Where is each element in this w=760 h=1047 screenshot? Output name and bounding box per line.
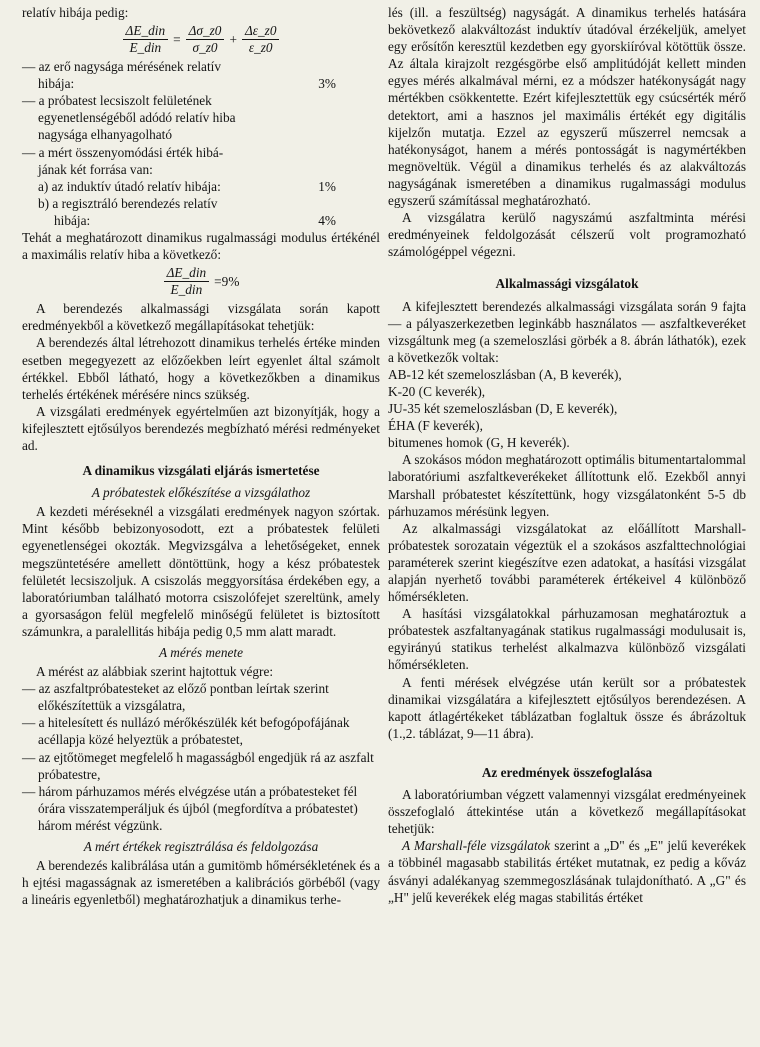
steps-list <box>22 680 380 834</box>
left-column <box>22 4 380 908</box>
paragraph-results: A berendezés alkalmassági vizsgálata során kapott eredményekből a következő megállapításokat tehetjük: <box>22 301 380 334</box>
paragraph-confirm: A vizsgálati eredmények egyértelműen azt bizonyítják, hogy a kifejlesztett ejtősúlyos berendezés megbízható mérési redményeket ad. <box>22 403 380 453</box>
paragraph-marshall-2: Az alkalmassági vizsgálatokat az előállított Marshall-próbatestek sorozatain végeztük el a szokásos aszfalttechnológiai paraméterek szerint kiegészítve ezen adatokat, a hasítási vizsgálat alapján nyerhető további paraméterek értékeivel 4 különböző hőmérsékleten. <box>388 520 746 605</box>
heading-suitability: Alkalmassági vizsgálatok <box>495 276 639 292</box>
paragraph-marshall-findings: A Marshall-féle vizsgálatok szerint a „D" és „E" jelű keverékek a többinél magasabb stabilitás értéket mutatnak, ez pedig a kőváz ásványi adalékanyag szemmegoszlásának tulajdonítható. A „G" és „H" jelű keverékek elég magas stabilitás értéket <box>388 838 746 905</box>
heading-registration: A mért értékek regisztrálása és feldolgozása <box>83 839 319 855</box>
paragraph-continuation: lés (ill. a feszültség) nagyságát. A dinamikus terhelés hatására bekövetkező alakváltozást induktív útadóval érzékeljük, amelyet egy erősítőn keresztül kezdetben egy gyorskiíróval kötöttük össze. Az általa kirajzolt rezgésgörbe első amplitúdóját kellett minden egyes mérés alkalmával mérni, ez a módszer hatékonyságát nagy mértékben csökkentette. Ezért kifejlesztettük egy csúcsérték mérő detektort, ami a hasznos jel maximális értékét egy digitális kijelzőn mutatja. Ezzel az egyszerű műszerrel nemcsak a hatékonyságot, hanem a mérés pontosságát is nagymértékben megnöveltük. Végül a dinamikus terhelés és az alakváltozás nagyságának ismeretében a dinamikus rugalmassági modulus egyszerű számítással meghatározható. <box>388 5 746 209</box>
total-error-formula: $\frac{\text{ΔE\_din}}{\text{E\_din}}$ =9% <box>22 265 380 298</box>
total-error-text: Tehát a meghatározott dinamikus rugalmassági modulus értékénél a maximális relatív hiba a következő: <box>22 230 380 263</box>
formula-lhs: $\frac{\text{ΔE\_din}}{\text{E\_din}}$ <box>123 23 169 56</box>
paragraph-suitability-intro: A kifejlesztett berendezés alkalmassági vizsgálata során 9 fajta — a pályaszerkezetben leginkább használatos — aszfaltkeveréket vizsgáltunk meg (a szemeloszlási görbék a 8. ábrán láthatók), ezek a következők voltak: <box>388 298 746 365</box>
error-inductive-row: a) az induktív útadó relatív hibája: 1% <box>38 178 336 194</box>
paragraph-course-intro: A mérést az alábbiak szerint hajtottuk végre: <box>36 664 274 680</box>
heading-preparation: A próbatestek előkészítése a vizsgálathoz <box>91 485 311 501</box>
list-item: — az ejtőtömeget megfelelő h magasságból engedjük rá az aszfalt próbatestre, <box>22 749 374 782</box>
right-column <box>388 4 746 906</box>
paragraph-summary: A laboratóriumban végzett valamennyi vizsgálat eredményeinek összefoglaló áttekintése után a következő megállapításokat tehetjük: <box>388 787 746 837</box>
list-item: AB-12 két szemeloszlásban (A, B keverék), <box>388 366 622 382</box>
heading-summary: Az eredmények összefoglalása <box>481 764 653 780</box>
formula-term-stress: $\frac{\Delta\sigma\_z0}{\sigma\_z0}$ <box>186 23 225 56</box>
paragraph-after: A fenti mérések elvégzése után került sor a próbatestek dinamikai vizsgálatára a kifejlesztett ejtősúlyos berendezésen. A kapott átlagértékeket táblázatban foglaltuk össze és ábrázoltuk (1.,2. táblázat, 9—11 ábra). <box>388 674 746 741</box>
error-list: — az erő nagysága mérésének relatív hibája: 3% — a próbatest lecsiszolt felületének egyenetlenségéből adódó relatív hiba nagysága elhanyagolható — a mért összenyomódási érték hibá- jának két forrása van: a) az induktív útadó relatív hibája: 1% b) a regisztráló berendezés relatív hibája: 4% <box>22 58 380 229</box>
paragraph-preparation: A kezdeti méréseknél a vizsgálati eredmények nagyon szórtak. Mint később bebizonyosodott, ezt a próbatestek felületi egyenetlenségei okozták. Megvizsgálva a lehetőségeket, ennek megszüntetésére amellett döntöttünk, hogy a kész próbatestek felületét lecsiszoljuk. A csiszolás meggyorsítása érdekében egy, a laboratóriumban található motorra csiszolófejet szereltünk, amely a gyorsaságon felül megfelelő minőségű felületet is biztosított számunkra, a paralellitás hibája pedig 0,5 mm alatt maradt. <box>22 504 380 639</box>
error-force-row: hibája: 3% <box>38 76 336 92</box>
list-item: — az aszfaltpróbatesteket az előző pontban leírtak szerint előkészítettük a vizsgálatra, <box>22 681 329 714</box>
list-item: JU-35 két szemeloszlásban (D, E keverék), <box>388 401 618 417</box>
list-item: K-20 (C keverék), <box>388 383 486 399</box>
relative-error-formula: $\frac{\text{ΔE\_din}}{\text{E\_din}}$ = $\frac{\Delta\sigma\_z0}{\sigma\_z0}$ + $\frac{\Delta\varepsilon\_z0}{\varepsilon\_z0}$ <box>22 23 380 56</box>
list-item: — a hitelesített és nullázó mérőkészülék két befogópofájának acéllapja közé helyeztük a próbatestet, <box>22 715 350 748</box>
formula-term-strain: $\frac{\Delta\varepsilon\_z0}{\varepsilon\_z0}$ <box>242 23 280 56</box>
paragraph-calculator: A vizsgálatra kerülő nagyszámú aszfaltminta mérési eredményeinek feldolgozását célszerű volt programozható számológéppel végezni. <box>388 210 746 260</box>
paragraph-splitting: A hasítási vizsgálatokkal párhuzamosan meghatároztuk a próbatestek aszfaltanyagának statikus rugalmassági modulusait is, egyirányú statikus terhelést alkalmazva különböző vizsgálati hőmérsékleten. <box>388 606 746 673</box>
list-item: — három párhuzamos mérés elvégzése után a próbatesteket fél órára visszatemperáljuk és újból (megfordítva a próbatestet) három mérést végzünk. <box>22 783 358 833</box>
heading-measurement-course: A mérés menete <box>159 645 243 660</box>
intro-text: relatív hibája pedig: <box>22 5 129 20</box>
heading-procedure: A dinamikus vizsgálati eljárás ismertetése <box>82 463 320 479</box>
mix-list <box>388 366 746 451</box>
paragraph-marshall: A szokásos módon meghatározott optimális bitumentartalommal laboratóriumi aszfaltkeverékeket állítottunk elő. Ezekből annyi Marshall próbatestet készítettünk, hogy vizsgálatonként 5-5 db párhuzamos mérésünk legyen. <box>388 452 746 519</box>
paragraph-registration: A berendezés kalibrálása után a gumitömb hőmérsékletének és a h ejtési magasságnak az ismeretében a kalibrációs görbéből (vagy a lineáris egyenletből) meghatározhatjuk a dinamikus terhe- <box>22 858 380 908</box>
list-item: bitumenes homok (G, H keverék). <box>388 435 570 451</box>
paragraph-dynamic: A berendezés által létrehozott dinamikus terhelés értéke minden esetben megegyezett az előzőekben leírt egyenlet által számolt értékkel. Ebből látható, hogy a következőkben a dinamikus terhelés értékének mérésére nincs szükség. <box>22 335 380 402</box>
list-item: ÉHA (F keverék), <box>388 418 483 434</box>
error-recorder-row: hibája: 4% <box>54 212 336 228</box>
